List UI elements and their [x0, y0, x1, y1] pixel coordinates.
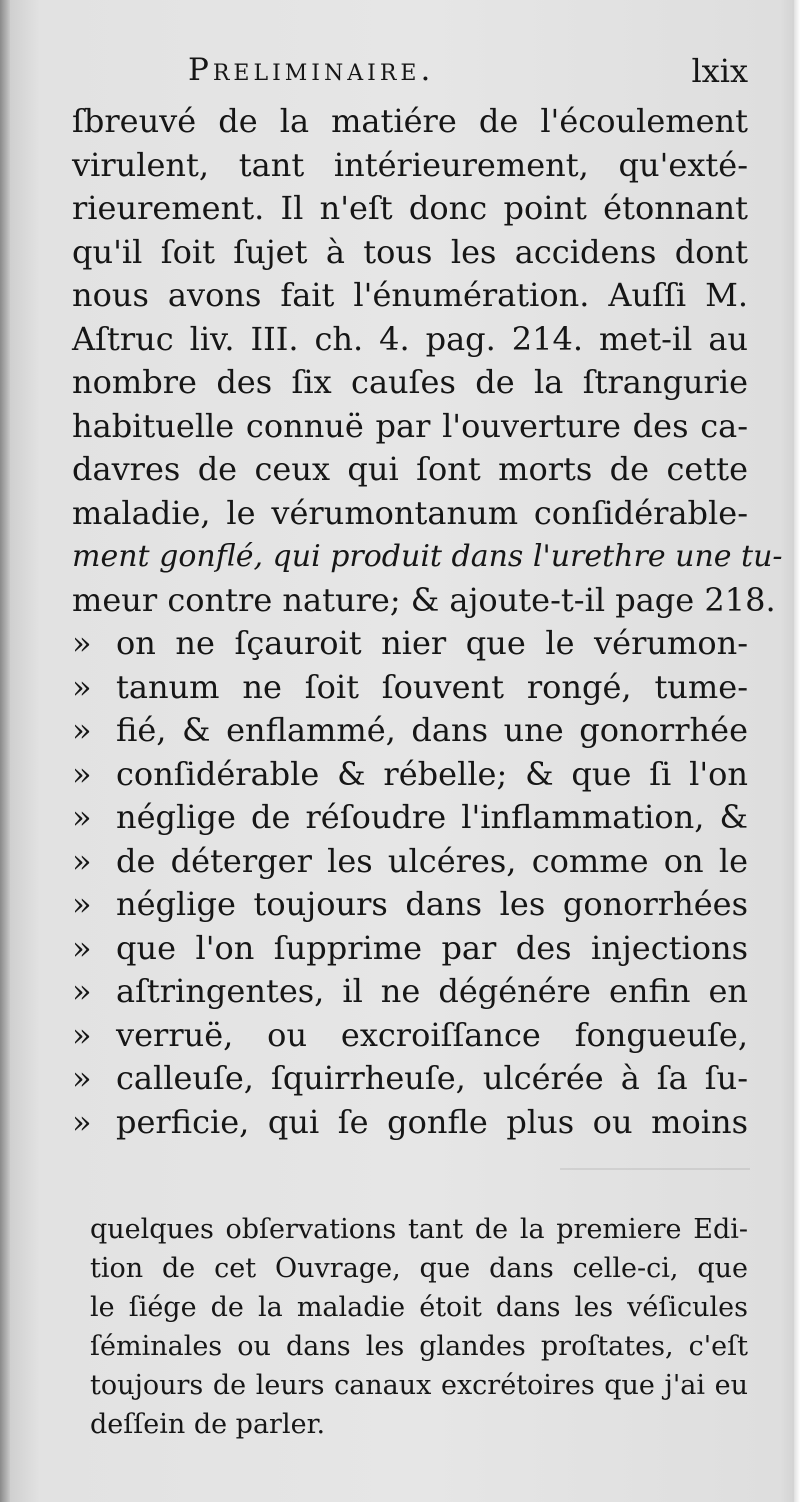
- quoted-line: [72, 927, 748, 971]
- bleed-through-shadow: [560, 1168, 750, 1200]
- text-line: davres de ceux qui ſont morts de cette: [72, 450, 748, 488]
- quote-mark: »: [72, 624, 92, 662]
- quoted-line: [72, 753, 748, 797]
- quoted-line: [72, 970, 748, 1014]
- quoted-text: verruë, ou excroiſſance fongueuſe,: [116, 1015, 748, 1054]
- quote-mark: »: [72, 1102, 92, 1141]
- page-gutter-shadow: [0, 0, 10, 1502]
- footnote-line: ſéminales ou dans les glandes proſtates, c'eſt: [90, 1331, 748, 1362]
- quote-mark: »: [72, 841, 92, 880]
- quoted-text: que l'on ſupprime par des injections: [116, 928, 748, 967]
- quoted-line: [72, 1014, 748, 1058]
- quoted-text: calleuſe, ſquirrheuſe, ulcérée à ſa ſu-: [116, 1059, 748, 1097]
- quoted-line: [72, 1101, 748, 1145]
- quote-mark: »: [72, 711, 92, 749]
- page-number: lxix: [691, 52, 748, 90]
- quoted-text: fié, & enflammé, dans une gonorrhée: [116, 711, 748, 749]
- quoted-text: néglige de réſoudre l'inflammation, &: [116, 798, 748, 836]
- footnote-line: le ſiége de la maladie étoit dans les véſicules: [90, 1292, 748, 1323]
- quoted-line: [72, 622, 748, 666]
- quote-mark: »: [72, 1015, 92, 1054]
- quoted-line: [72, 666, 748, 710]
- quoted-text: aſtringentes, il ne dégénére enfin en: [116, 972, 748, 1010]
- text-line: rieurement. Il n'eſt donc point étonnant: [72, 189, 748, 227]
- footnote-line: quelques obſervations tant de la premiere Edi-: [90, 1214, 748, 1245]
- quoted-line: [72, 796, 748, 840]
- text-line: maladie, le vérumontanum conſidérable-: [72, 493, 748, 532]
- quoted-text: néglige toujours dans les gonorrhées: [116, 885, 748, 923]
- quote-mark: »: [72, 667, 92, 706]
- quote-mark: »: [72, 798, 92, 836]
- text-line: ſbreuvé de la matiére de l'écoulement: [72, 102, 748, 140]
- footnote-line: toujours de leurs canaux excrétoires que j'ai eu: [90, 1370, 748, 1401]
- text-line: nous avons fait l'énumération. Auſſi M.: [72, 276, 748, 314]
- quoted-text: de déterger les ulcéres, comme on le: [116, 841, 748, 880]
- quoted-line: [72, 840, 748, 884]
- quote-mark: »: [72, 1059, 92, 1097]
- quote-mark: »: [72, 885, 92, 923]
- text-line: Aſtruc liv. III. ch. 4. pag. 214. met-il au: [72, 319, 748, 358]
- quoted-text: perficie, qui ſe gonfle plus ou moins: [116, 1102, 748, 1141]
- quoted-text: on ne ſçauroit nier que le vérumon-: [116, 624, 748, 662]
- quoted-line: [72, 709, 748, 753]
- main-text: [72, 100, 783, 1144]
- quote-mark: »: [72, 928, 92, 967]
- footnote-line: deſſein de parler.: [90, 1409, 326, 1440]
- quoted-line: [72, 883, 748, 927]
- page-header: [80, 52, 748, 100]
- quoted-line: [72, 1057, 748, 1101]
- quote-mark: »: [72, 754, 92, 793]
- text-line: habituelle connuë par l'ouverture des ca-: [72, 406, 748, 445]
- quoted-text: conſidérable & rébelle; & que ſi l'on: [116, 754, 748, 793]
- footnote-line: tion de cet Ouvrage, que dans celle-ci, que: [90, 1253, 748, 1284]
- page-edge: [794, 0, 800, 1502]
- footnote: [90, 1210, 748, 1444]
- text-line: virulent, tant intérieurement, qu'exté-: [72, 145, 748, 184]
- quote-mark: »: [72, 972, 92, 1010]
- italic-quote-line: ment gonflé, qui produit dans l'urethre une tu-: [72, 539, 783, 574]
- text-line: nombre des ſix cauſes de la ſtrangurie: [72, 363, 748, 401]
- quoted-text: tanum ne ſoit ſouvent rongé, tume-: [116, 667, 748, 706]
- text-line: qu'il ſoit ſujet à tous les accidens dont: [72, 232, 748, 271]
- running-head: Preliminaire.: [188, 52, 435, 88]
- text-line: meur contre nature; & ajoute-t-il page 218.: [72, 580, 776, 619]
